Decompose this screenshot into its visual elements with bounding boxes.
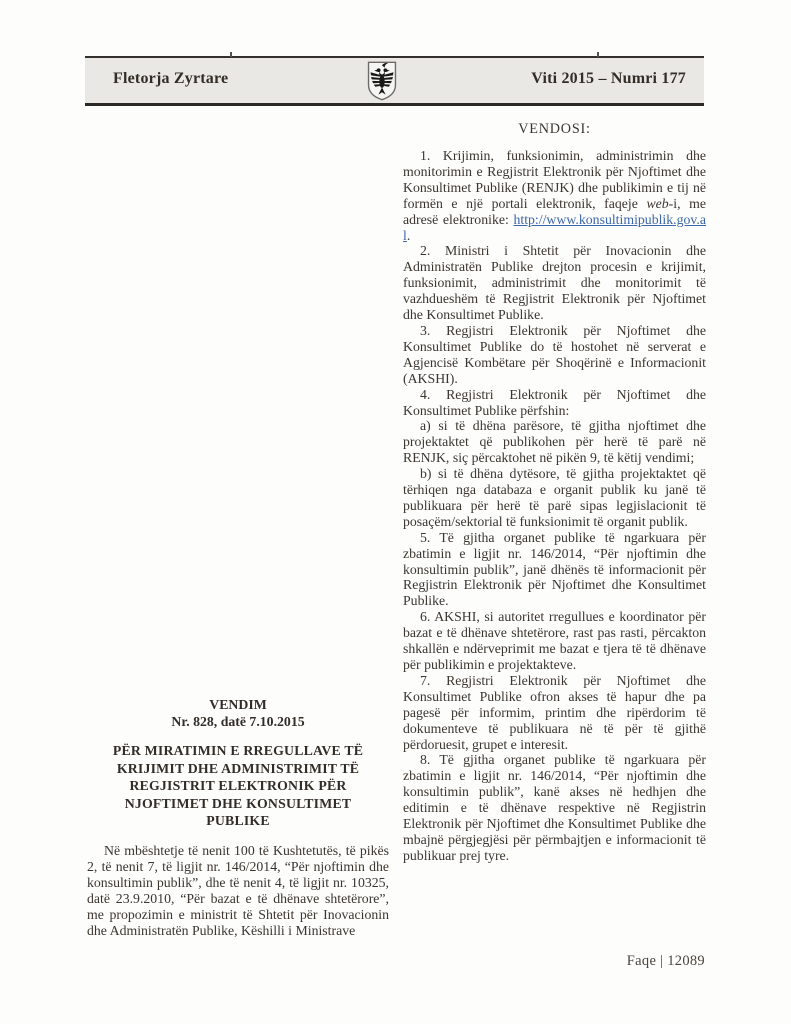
web-italic-word: web [646,195,669,211]
decision-point-4a: a) si të dhëna parësore, të gjitha njoftimet dhe projektaktet që publikohen për herë të parë në RENJK, siç përcaktohet në pikën 9, të këtij vendimi; [403,418,706,466]
decision-point-1-text: 1. Krijimin, funksionimin, administrimin dhe monitorimin e Regjistrit Elektronik për Njoftimet dhe Konsultimet Publike (RENJK) dhe publikimin e tij në formën e një portali elektronik, faqeje [403,148,706,211]
decision-title [87,742,389,830]
decision-point-1-text: -i, me adresë elektronike: [403,195,706,227]
issue-year-number: Viti 2015 – Numri 177 [531,70,686,87]
gazette-title: Fletorja Zyrtare [113,70,229,87]
table-border-tick [597,52,599,57]
konsultimipublik-link[interactable]: http://www.konsultimipublik.gov.al [403,211,706,243]
decision-title-line: PËR MIRATIMIN E RREGULLAVE TË [112,743,364,758]
decision-point-8: 8. Të gjitha organet publike të ngarkuara për zbatimin e ligjit nr. 146/2014, “Për njoftimin dhe konsultimin publik”, kanë akses në hedhjen dhe editimin e të dhënave respektive në Regjistrin Elektronik për Njoftimet dhe Konsultimet Publike dhe mbajnë përgjegjësi për përmbajtjen e informacionit të publikuar prej tyre. [403,752,706,863]
decision-point-4: 4. Regjistri Elektronik për Njoftimet dhe Konsultimet Publike përfshin: [403,386,706,418]
albania-eagle-emblem-icon [367,61,397,101]
decision-point-2: 2. Ministri i Shtetit për Inovacionin dhe Administratën Publike drejton procesin e krijimit, funksionimit, administrimit dhe monitorimit të vazhdueshëm të Regjistrit Elektronik për Njoftimet dhe Konsultimet Publike. [403,243,706,323]
decision-point-4b: b) si të dhëna dytësore, të gjitha projektaktet që tërhiqen nga databaza e organit publik ku janë të publikuara për herë të parë sipas legjislacionit të posaçëm/sektorial të funksionimit të organit publik. [403,466,706,529]
vendosi-heading: VENDOSI: [518,121,591,137]
decision-point-3: 3. Regjistri Elektronik për Njoftimet dhe Konsultimet Publike do të hostohet në serverat e Agjencisë Kombëtare për Shoqërinë e Informacionit (AKSHI). [403,322,706,386]
decision-number: Nr. 828, datë 7.10.2015 [171,714,305,729]
decision-heading: VENDIM [209,697,267,712]
page-header-band [85,56,704,106]
right-column [403,121,706,864]
decision-point-7: 7. Regjistri Elektronik për Njoftimet dhe Konsultimet Publike ofron akses të hapur dhe pa pagesë për informim, printim dhe ripërdorim të dokumenteve të publikuara në të për të gjithë përdoruesit, grupet e interesit. [403,672,706,752]
table-border-tick [230,52,232,57]
decision-title-line: REGJISTRIT ELEKTRONIK PËR [129,778,347,794]
decision-heading-block [87,696,389,730]
decision-point-1 [403,148,706,243]
preamble-paragraph: Në mbështetje të nenit 100 të Kushtetutës, të pikës 2, të nenit 7, të ligjit nr. 146/2014, “Për njoftimin dhe konsultimin publik”, dhe të nenit 4, të ligjit nr. 10325, datë 23.9.2010, “Për bazat e të dhënave shtetërore”, me propozimin e ministrit të Shtetit për Inovacionin dhe Administratën Publike, Këshilli i Ministrave [87,842,389,938]
decision-title-line: NJOFTIMET DHE KONSULTIMET [124,795,352,811]
decision-point-5: 5. Të gjitha organet publike të ngarkuara për zbatimin e ligjit nr. 146/2014, “Për njoftimin dhe konsultimin publik”, janë dhënës të informacionit për Regjistrin Elektronik për Njoftimet dhe Konsultimet Publike. [403,529,706,609]
decision-point-6: 6. AKSHI, si autoritet rregullues e koordinator për bazat e të dhënave shtetërore, rast pas rasti, përcakton shkallën e ndërveprimit me bazat e tjera të të dhënave për publikimin e projektakteve. [403,609,706,672]
decision-title-line: PUBLIKE [206,813,270,829]
page-number: Faqe | 12089 [626,953,705,969]
left-column [87,696,389,938]
decision-title-line: KRIJIMIT DHE ADMINISTRIMIT TË [116,760,360,776]
decision-point-1-text: . [406,227,411,243]
